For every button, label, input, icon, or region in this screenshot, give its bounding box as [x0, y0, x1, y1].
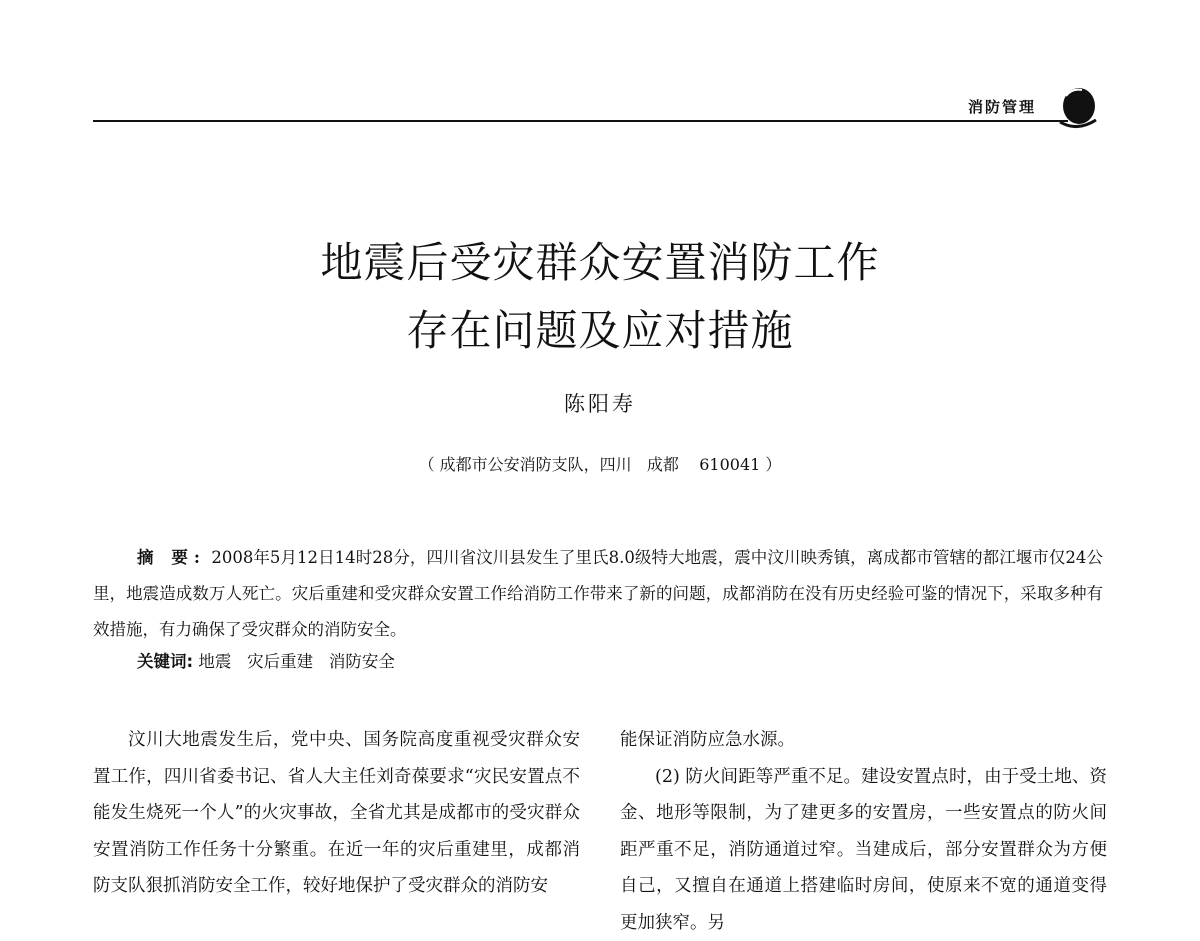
- body-column-left: [93, 722, 580, 905]
- article-title-line-1: 地震后受灾群众安置消防工作: [0, 230, 1200, 290]
- abstract-label: 摘 要:: [137, 548, 206, 567]
- author-name: 陈阳寿: [0, 388, 1200, 418]
- journal-logo-icon: [1052, 82, 1102, 132]
- body-paragraph-continuation: 能保证消防应急水源。: [620, 722, 1107, 759]
- header-rule: [93, 120, 1068, 122]
- body-paragraph: 汶川大地震发生后，党中央、国务院高度重视受灾群众安置工作，四川省委书记、省人大主任刘奇葆要求“灾民安置点不能发生烧死一个人”的火灾事故，全省尤其是成都市的受灾群众安置消防工作任务十分繁重。在近一年的灾后重建里，成都消防支队狠抓消防安全工作，较好地保护了受灾群众的消防安: [93, 722, 580, 905]
- abstract-text: 2008年5月12日14时28分，四川省汶川县发生了里氏8.0级特大地震，震中汶川映秀镇，离成都市管辖的都江堰市仅24公里，地震造成数万人死亡。灾后重建和受灾群众安置工作给消防工作带来了新的问题，成都消防在没有历史经验可鉴的情况下，采取多种有效措施，有力确保了受灾群众的消防安全。: [93, 548, 1103, 639]
- body-column-right: [620, 722, 1107, 941]
- keywords-text: 地震 灾后重建 消防安全: [193, 652, 395, 671]
- running-header: 消防管理: [968, 96, 1036, 117]
- author-affiliation: （ 成都市公安消防支队，四川 成都 610041 ）: [0, 452, 1200, 475]
- article-title-line-2: 存在问题及应对措施: [0, 298, 1200, 358]
- abstract: [93, 540, 1103, 648]
- keywords-label: 关键词:: [137, 652, 193, 671]
- body-paragraph: (2) 防火间距等严重不足。建设安置点时，由于受土地、资金、地形等限制，为了建更多的安置房，一些安置点的防火间距严重不足，消防通道过窄。当建成后，部分安置群众为方便自己，又擅自在通道上搭建临时房间，使原来不宽的通道变得更加狭窄。另: [620, 759, 1107, 941]
- keywords: [137, 648, 395, 672]
